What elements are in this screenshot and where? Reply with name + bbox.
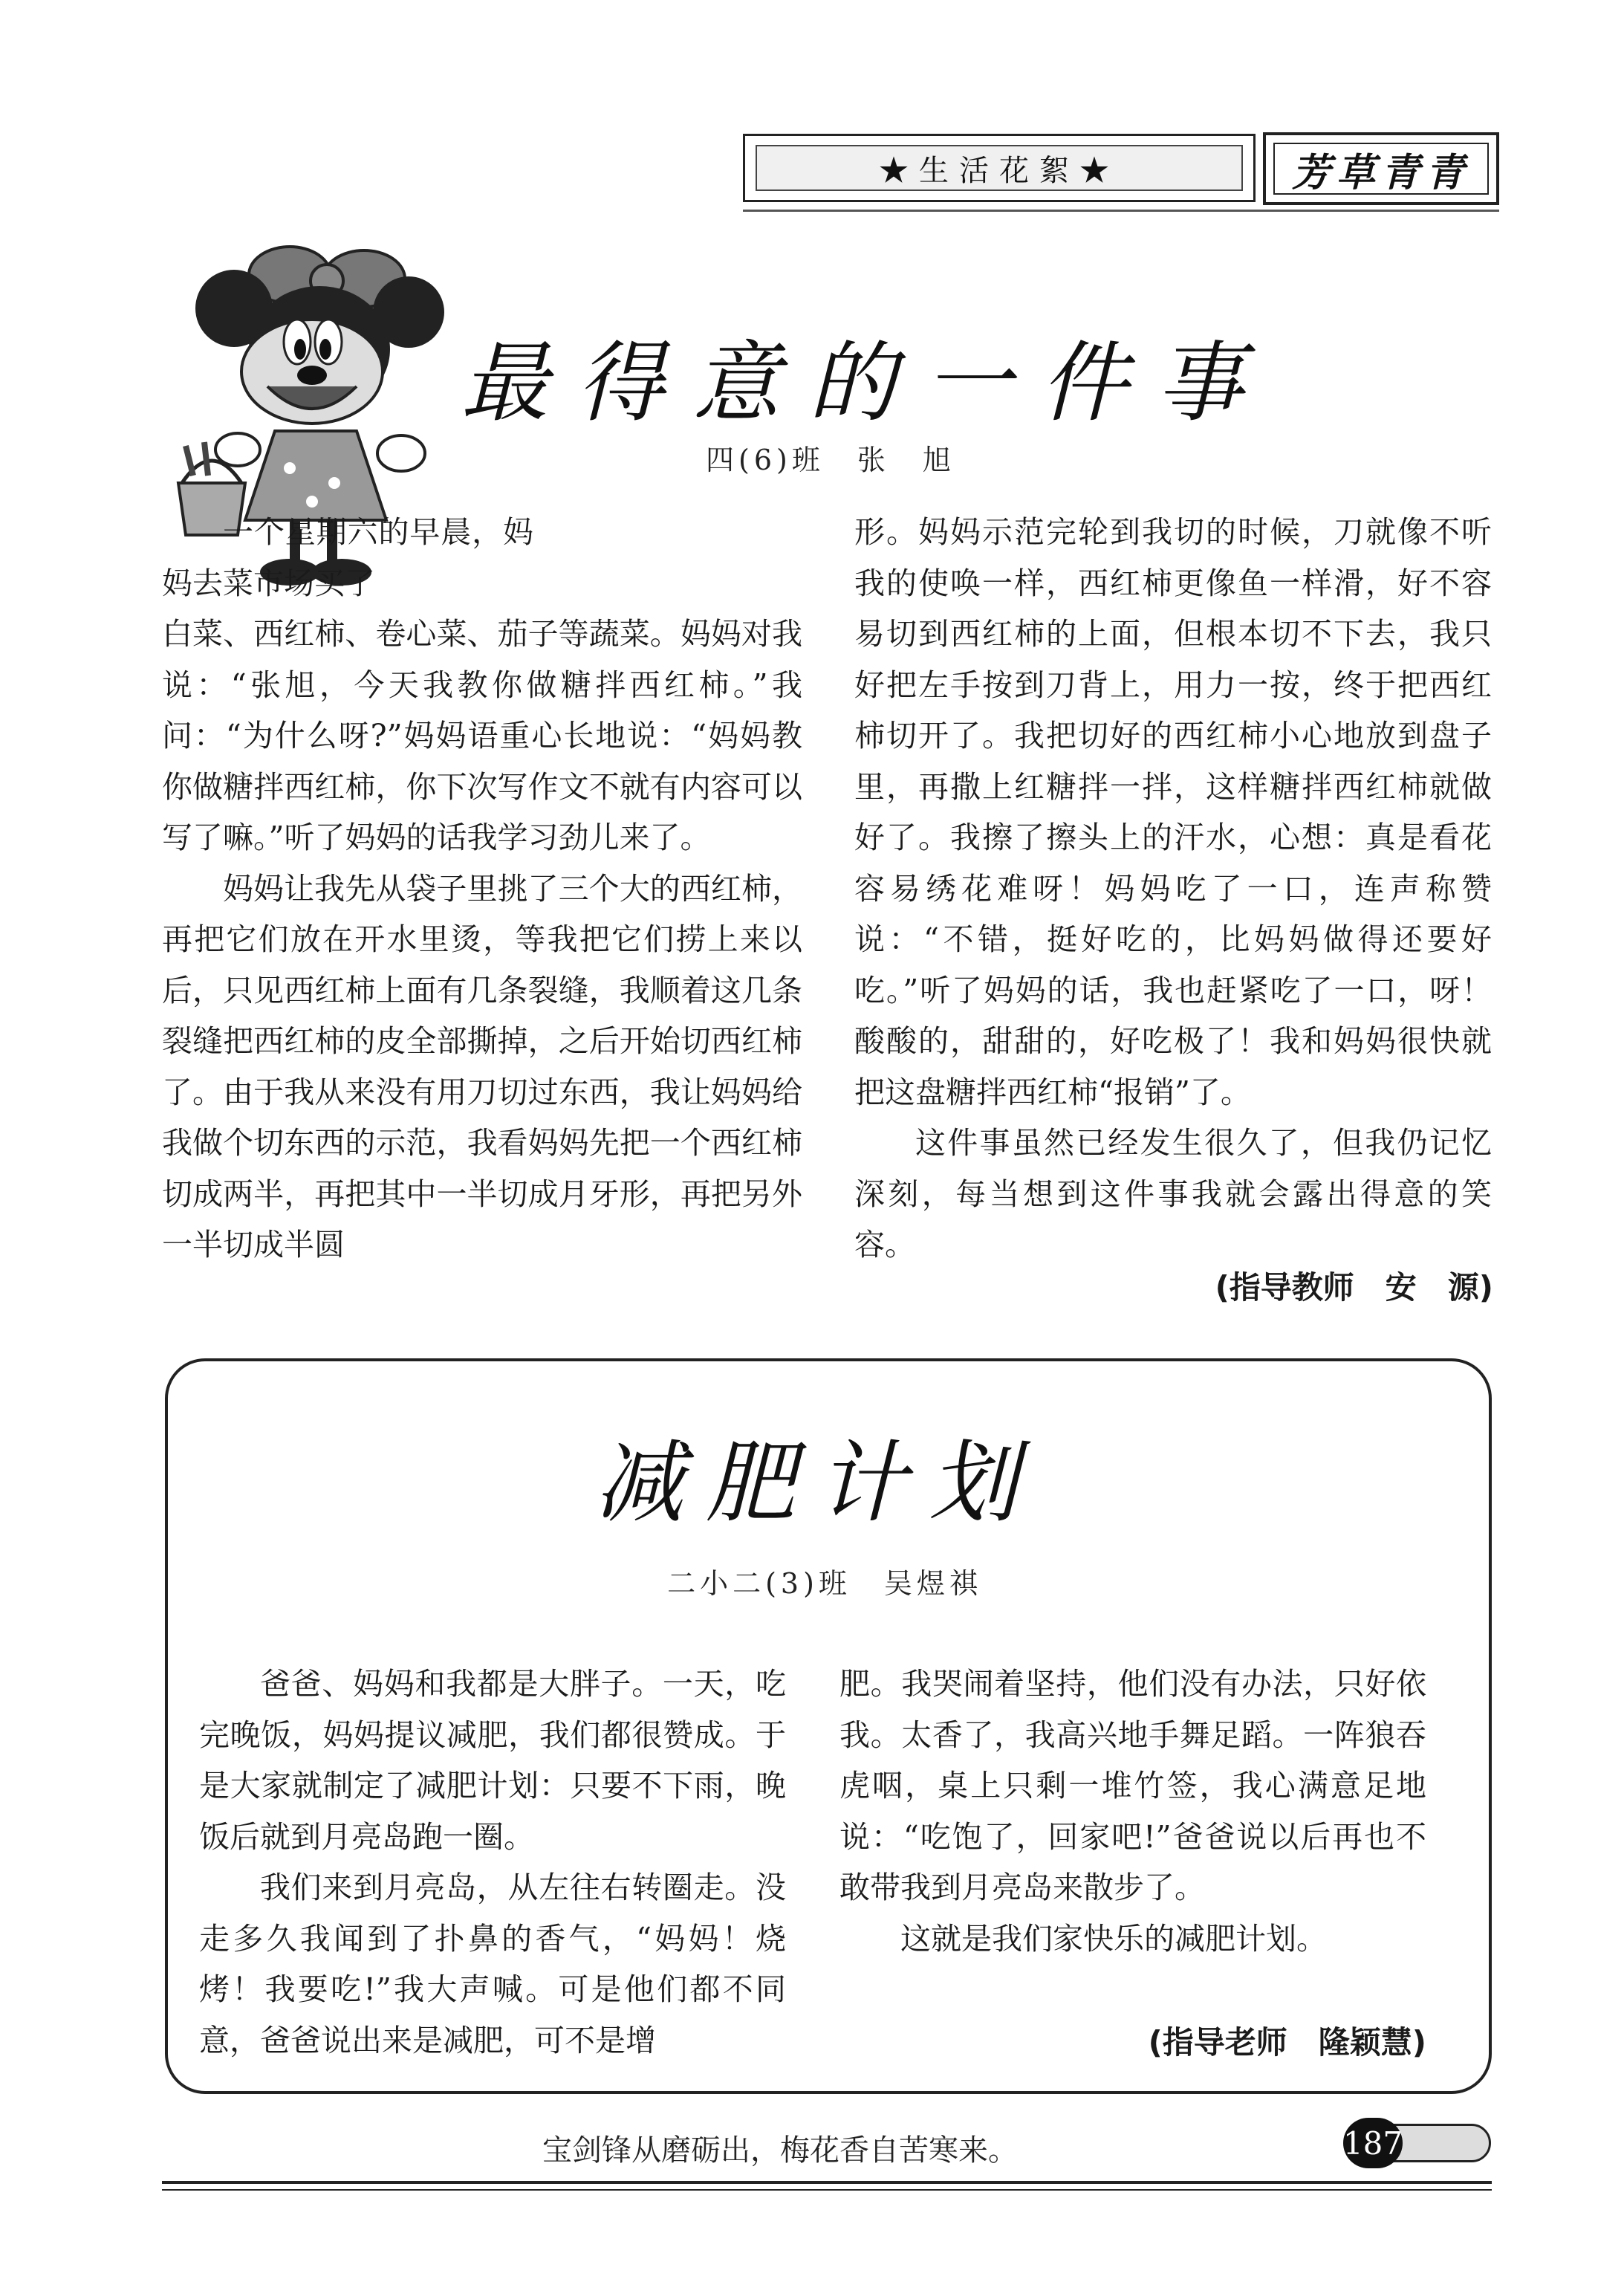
footer-rule <box>162 2181 1492 2184</box>
paragraph-opening: 一个星期六的早晨，妈妈去菜市场买了 <box>162 514 533 601</box>
article-column-right <box>839 1659 1426 1964</box>
advisor-credit: (指导老师 隆颖慧) <box>1148 2024 1426 2061</box>
paragraph: 我们来到月亮岛，从左往右转圈走。没走多久我闻到了扑鼻的香气，“妈妈！烧烤！我要吃!”我大声喊。可是他们都不同意，爸爸说出来是减肥，可不是增 <box>199 1870 786 2058</box>
article-title: 最得意的一件事 <box>461 331 1273 434</box>
column-banner <box>1263 132 1499 205</box>
article-byline: 四(6)班 张 旭 <box>706 444 955 476</box>
article-byline: 二小二(3)班 吴煜祺 <box>667 1567 982 1600</box>
paragraph: 爸爸、妈妈和我都是大胖子。一天，吃完晚饭，妈妈提议减肥，我们都很赞成。于是大家就制定了减肥计划：只要不下雨，晚饭后就到月亮岛跑一圈。 <box>199 1666 786 1855</box>
paragraph-continued: 白菜、西红柿、卷心菜、茄子等蔬菜。妈妈对我说：“张旭，今天我教你做糖拌西红柿。”我问：“为什么呀?”妈妈语重心长地说：“妈妈教你做糖拌西红柿，你下次写作文不就有内容可以写了嘛。”听了妈妈的话我学习劲儿来了。 <box>162 616 802 855</box>
footer-motto: 宝剑锋从磨砺出，梅花香自苦寒来。 <box>542 2133 1018 2168</box>
header-rule <box>743 210 1499 212</box>
column-title: 芳草青青 <box>1273 143 1489 195</box>
section-banner <box>743 134 1256 202</box>
paragraph: 这件事虽然已经发生很久了，但我仍记忆深刻，每当想到这件事我就会露出得意的笑容。 <box>854 1125 1492 1262</box>
article-title: 减肥计划 <box>594 1432 1040 1535</box>
page-number: 187 <box>1343 2118 1403 2168</box>
article-column-left <box>162 507 802 1271</box>
paragraph-continued: 肥。我哭闹着坚持，他们没有办法，只好依我。太香了，我高兴地手舞足蹈。一阵狼吞虎咽，桌上只剩一堆竹签，我心满意足地说：“吃饱了，回家吧!”爸爸说以后再也不敢带我到月亮岛来散步了。 <box>839 1666 1426 1905</box>
paragraph: 这就是我们家快乐的减肥计划。 <box>900 1920 1327 1957</box>
footer-rule-thin <box>162 2189 1492 2191</box>
section-title: ★生活花絮★ <box>756 145 1243 191</box>
paragraph: 妈妈让我先从袋子里挑了三个大的西红柿，再把它们放在开水里烫，等我把它们捞上来以后，只见西红柿上面有几条裂缝，我顺着这几条裂缝把西红柿的皮全部撕掉，之后开始切西红柿了。由于我从来没有用刀切过东西，我让妈妈给我做个切东西的示范，我看妈妈先把一个西红柿切成两半，再把其中一半切成月牙形，再把另外一半切成半圆 <box>162 870 802 1262</box>
article-column-left <box>199 1659 786 2066</box>
advisor-credit: (指导教师 安 源) <box>1215 1269 1493 1306</box>
paragraph-continued: 形。妈妈示范完轮到我切的时候，刀就像不听我的使唤一样，西红柿更像鱼一样滑，好不容易切到西红柿的上面，但根本切不下去，我只好把左手按到刀背上，用力一按，终于把西红柿切开了。我把切好的西红柿小心地放到盘子里，再撒上红糖拌一拌，这样糖拌西红柿就做好了。我擦了擦头上的汗水，心想：真是看花容易绣花难呀！妈妈吃了一口，连声称赞说：“不错，挺好吃的，比妈妈做得还要好吃。”听了妈妈的话，我也赶紧吃了一口，呀！酸酸的，甜甜的，好吃极了！我和妈妈很快就把这盘糖拌西红柿“报销”了。 <box>854 514 1492 1110</box>
article-column-right <box>854 507 1492 1271</box>
